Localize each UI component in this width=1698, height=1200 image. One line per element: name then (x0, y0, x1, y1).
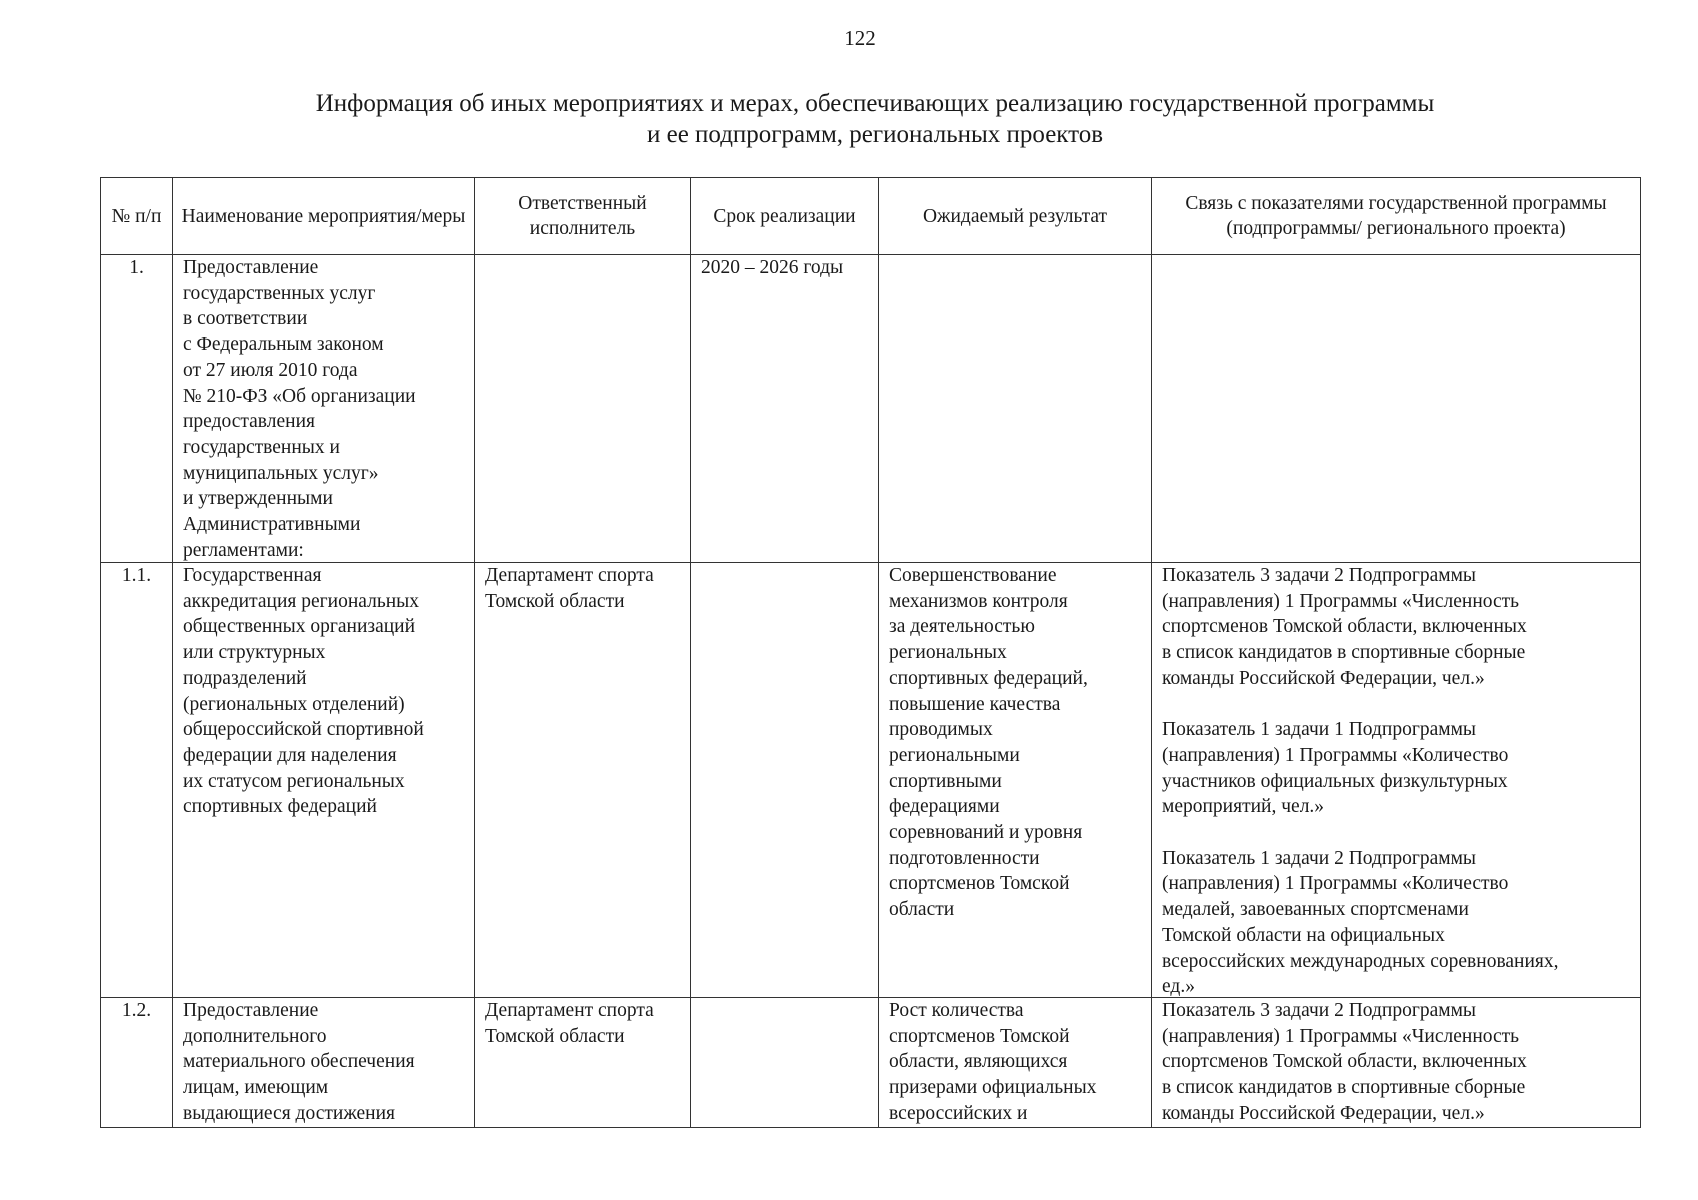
table-header-row (101, 178, 1641, 255)
header-indicators: Связь с показателями государственной программы (подпрограммы/ регионального проекта) (1152, 178, 1641, 255)
indicators (1152, 563, 1641, 998)
measure-name: Предоставление государственных услуг в соответствии с Федеральным законом от 27 июля 2010 года № 210-ФЗ «Об организации предоставления государственных и муниципальных услуг» и утвержденными Административными регламентами: (173, 255, 475, 563)
header-period: Срок реализации (691, 178, 879, 255)
period: 2020 – 2026 годы (691, 255, 879, 563)
executor (475, 255, 691, 563)
period (691, 563, 879, 998)
table-row (101, 255, 1641, 563)
indicator-text: Показатель 1 задачи 1 Подпрограммы (направления) 1 Программы «Количество участников официальных физкультурных мероприятий, чел.» (1162, 719, 1509, 818)
header-measure-name: Наименование мероприятия/меры (173, 178, 475, 255)
row-number: 1.2. (101, 998, 173, 1128)
table-row (101, 563, 1641, 998)
period (691, 998, 879, 1128)
indicator-text: Показатель 3 задачи 2 Подпрограммы (направления) 1 Программы «Численность спортсменов Томской области, включенных в список кандидатов в спортивные сборные команды Российской Федерации, чел.» (1162, 565, 1527, 689)
indicator-text: Показатель 3 задачи 2 Подпрограммы (направления) 1 Программы «Численность спортсменов Томской области, включенных в список кандидатов в спортивные сборные команды Российской Федерации, чел.» (1162, 1000, 1527, 1124)
executor: Департамент спорта Томской области (475, 563, 691, 998)
table-row (101, 998, 1641, 1128)
executor: Департамент спорта Томской области (475, 998, 691, 1128)
row-number: 1.1. (101, 563, 173, 998)
row-number: 1. (101, 255, 173, 563)
expected-result (879, 255, 1152, 563)
indicators (1152, 255, 1641, 563)
header-expected-result: Ожидаемый результат (879, 178, 1152, 255)
title-line-1: Информация об иных мероприятиях и мерах, обеспечивающих реализацию государственной программы (315, 90, 1435, 117)
header-number: № п/п (101, 178, 173, 255)
indicator-text: Показатель 1 задачи 2 Подпрограммы (направления) 1 Программы «Количество медалей, завоеванных спортсменами Томской области на официальных всероссийских международных соревнованиях, ед.» (1162, 847, 1559, 997)
header-executor: Ответственный исполнитель (475, 178, 691, 255)
expected-result: Совершенствование механизмов контроля за деятельностью региональных спортивных федераций, повышение качества проводимых региональными спортивными федерациями соревнований и уровня подготовленности спортсменов Томской области (879, 563, 1152, 998)
indicators (1152, 998, 1641, 1128)
measure-name: Предоставление дополнительного материального обеспечения лицам, имеющим выдающиеся достижения (173, 998, 475, 1128)
measure-name: Государственная аккредитация региональных общественных организаций или структурных подразделений (региональных отделений) общероссийской спортивной федерации для наделения их статусом региональных спортивных федераций (173, 563, 475, 998)
page-number: 122 (844, 26, 876, 50)
document-title (0, 88, 1698, 150)
title-line-2: и ее подпрограмм, региональных проектов (646, 121, 1104, 148)
measures-table (100, 177, 1641, 1128)
expected-result: Рост количества спортсменов Томской области, являющихся призерами официальных всероссийских и (879, 998, 1152, 1128)
